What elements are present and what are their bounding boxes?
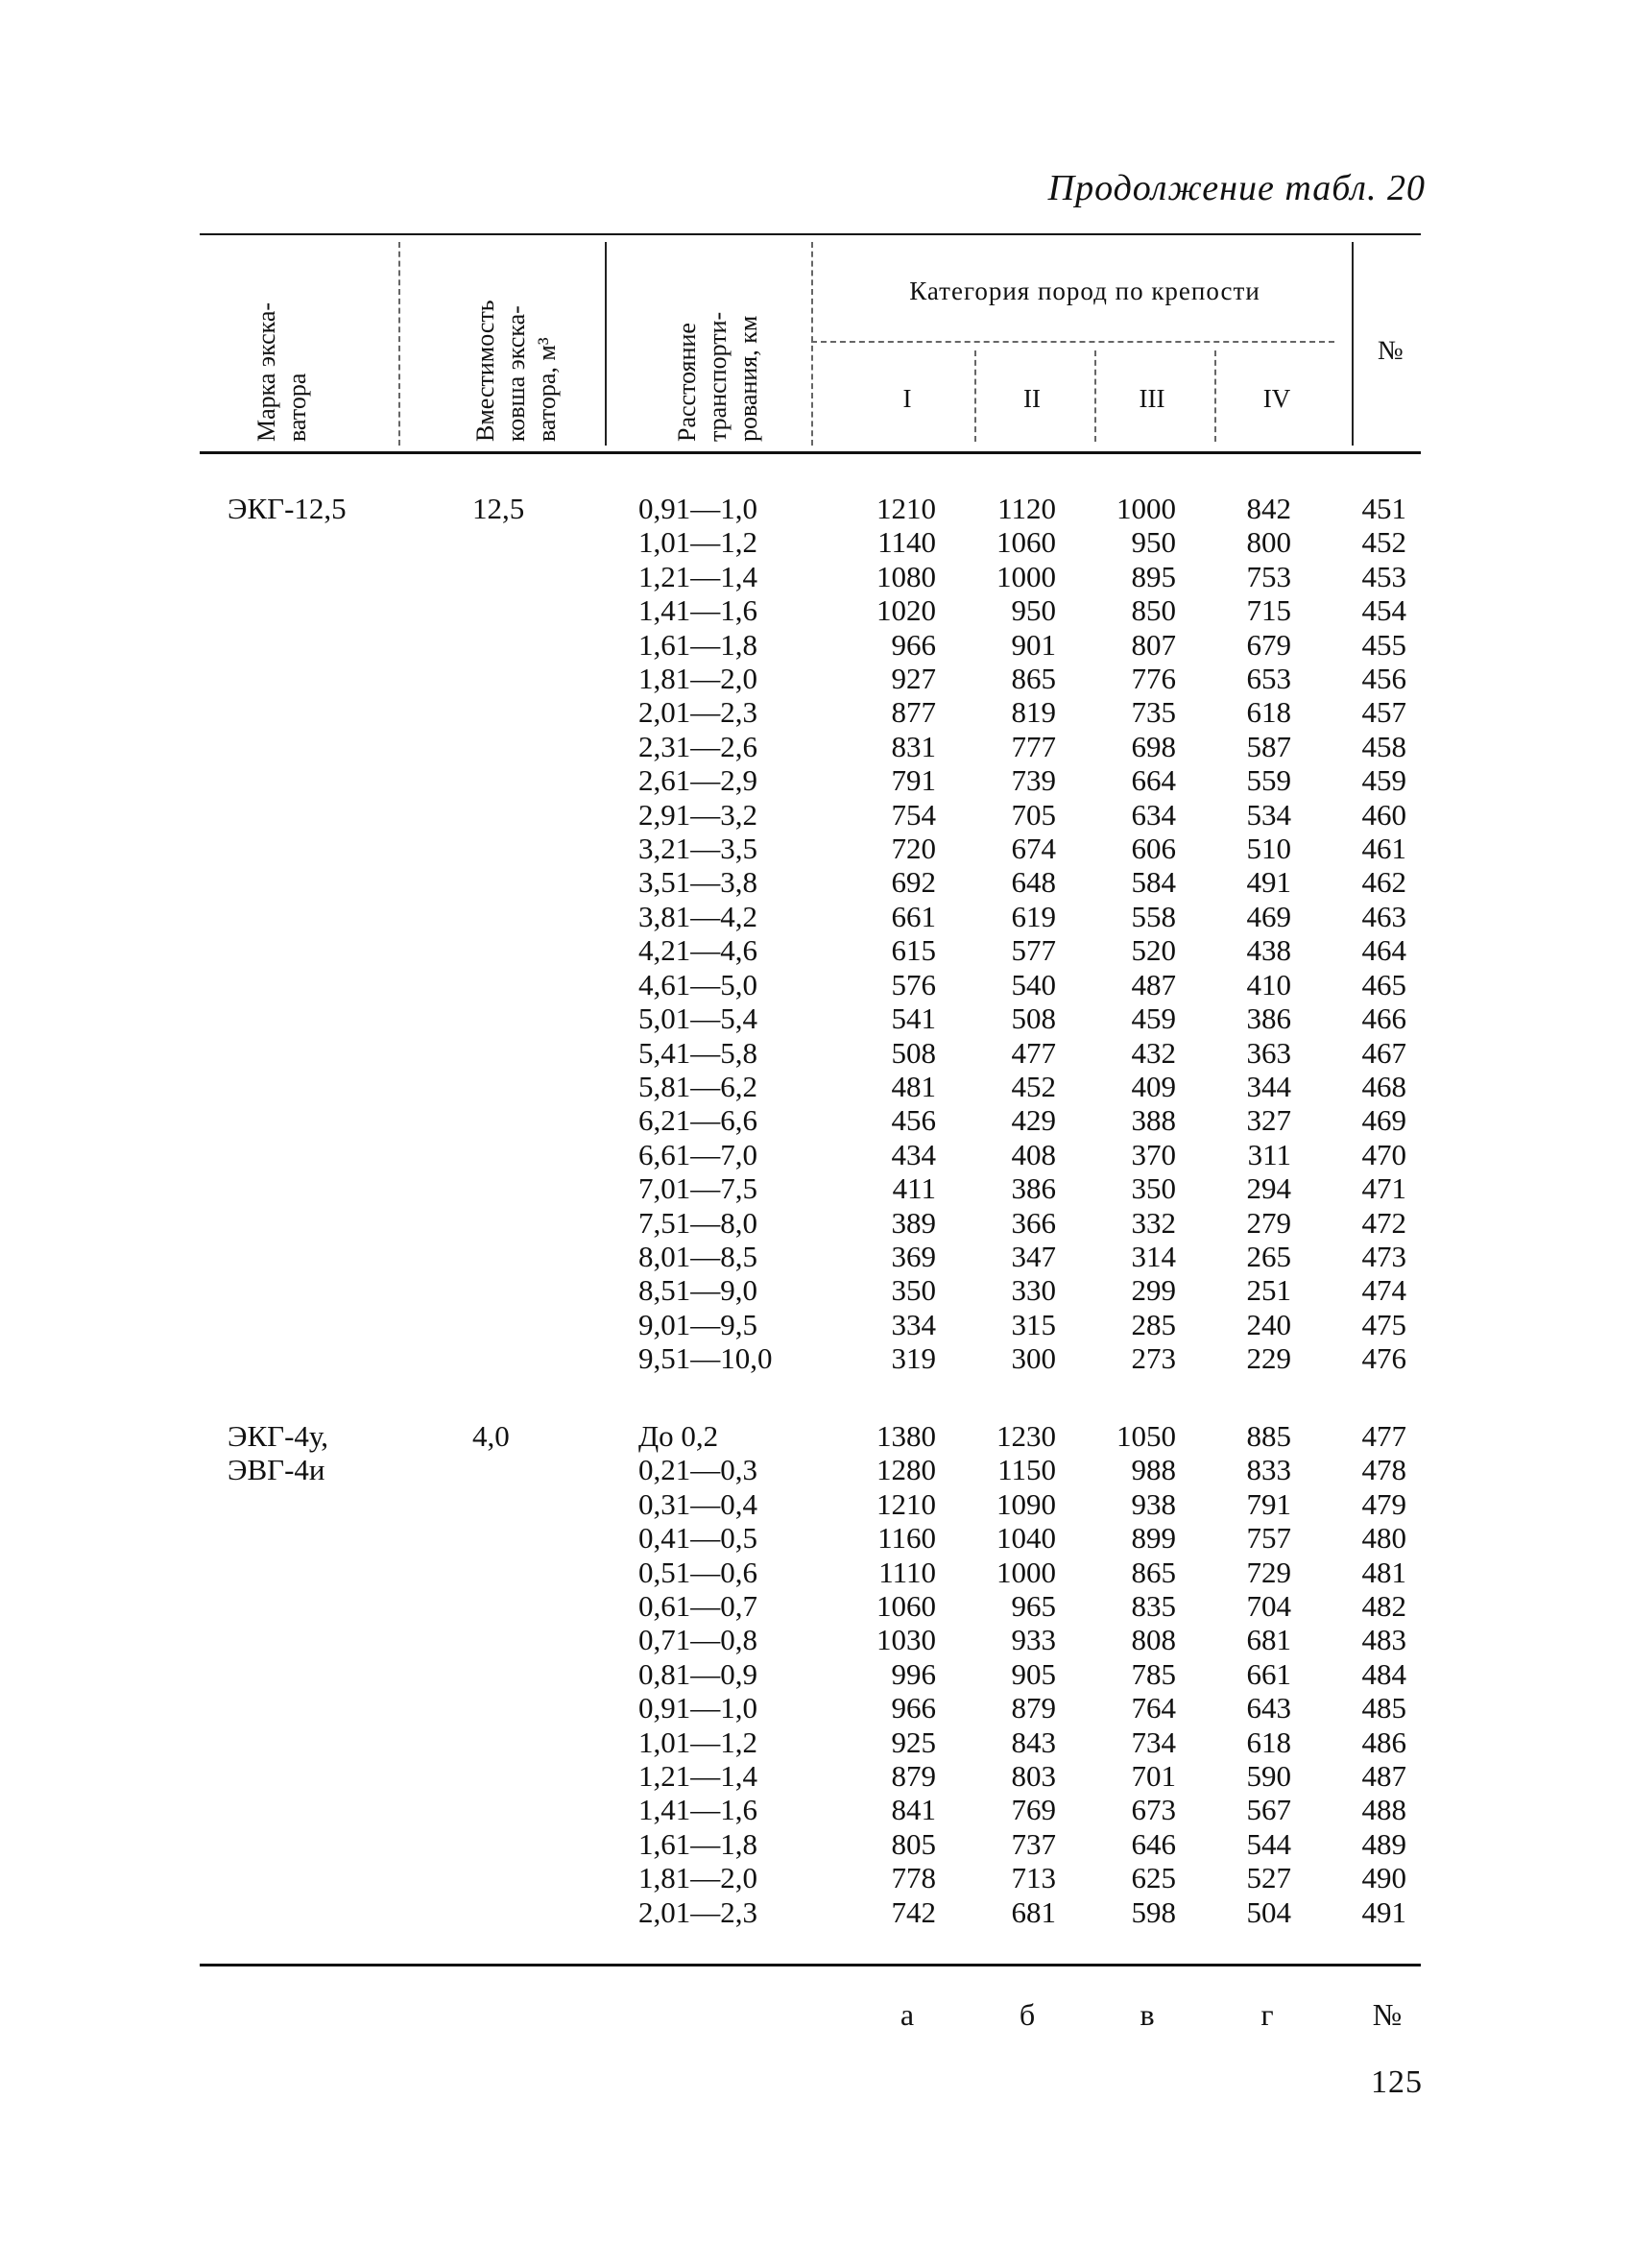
cat-III-cell: 646 — [1131, 1826, 1176, 1861]
cat-I-cell: 1020 — [876, 593, 936, 628]
cat-I-cell: 334 — [891, 1307, 936, 1341]
cat-IV-cell: 791 — [1246, 1486, 1291, 1521]
distance-cell: 1,81—2,0 — [638, 662, 757, 696]
header-separator — [398, 242, 400, 446]
cat-IV-cell: 386 — [1246, 1001, 1291, 1036]
cat-I-cell: 389 — [891, 1205, 936, 1240]
cat-III-cell: 584 — [1131, 865, 1176, 900]
number-cell: 491 — [1361, 1894, 1406, 1929]
model-cell — [228, 492, 347, 525]
continuation-title: Продолжение табл. 20 — [1047, 168, 1426, 208]
cat-IV-cell: 661 — [1246, 1656, 1291, 1691]
cat-II-cell: 1040 — [996, 1521, 1056, 1556]
cat-III-cell: 558 — [1131, 899, 1176, 933]
cat-I-cell: 841 — [891, 1793, 936, 1827]
cat-III-cell: 598 — [1131, 1894, 1176, 1929]
cat-IV-cell: 715 — [1246, 593, 1291, 628]
cat-II-cell: 577 — [1011, 933, 1056, 968]
number-cell: 467 — [1361, 1035, 1406, 1070]
distance-cell: 2,61—2,9 — [638, 763, 757, 798]
cat-II-cell: 803 — [1011, 1759, 1056, 1794]
cat-III-cell: 1050 — [1116, 1419, 1176, 1453]
cat-III-cell: 850 — [1131, 593, 1176, 628]
model-line: ЭВГ-4и — [228, 1453, 325, 1487]
header-bottom-rule — [200, 451, 1421, 454]
cat-IV-column — [1186, 1419, 1291, 1929]
cat-III-cell: 606 — [1131, 832, 1176, 866]
cat-III-cell: 735 — [1131, 695, 1176, 730]
number-cell: 487 — [1361, 1759, 1406, 1794]
cat-I-cell: 456 — [891, 1103, 936, 1138]
number-cell: 464 — [1361, 933, 1406, 968]
cat-I-cell: 692 — [891, 865, 936, 900]
distance-cell: 0,91—1,0 — [638, 492, 757, 525]
distance-cell: 5,01—5,4 — [638, 1001, 757, 1036]
category-I-header: I — [902, 384, 912, 413]
number-cell: 481 — [1361, 1555, 1406, 1589]
cat-I-cell: 350 — [891, 1273, 936, 1308]
category-II-header: II — [1023, 384, 1041, 413]
model-cell — [228, 1419, 328, 1487]
cat-I-cell: 576 — [891, 967, 936, 1001]
cat-I-cell: 877 — [891, 695, 936, 730]
cat-IV-cell: 885 — [1246, 1419, 1291, 1453]
cat-III-cell: 734 — [1131, 1725, 1176, 1759]
model-line: ЭКГ-12,5 — [228, 492, 347, 525]
number-cell: 476 — [1361, 1341, 1406, 1376]
cat-I-cell: 778 — [891, 1861, 936, 1895]
cat-II-cell: 705 — [1011, 797, 1056, 832]
number-cell: 459 — [1361, 763, 1406, 798]
number-cell: 483 — [1361, 1623, 1406, 1657]
footer-letter: б — [1019, 1997, 1036, 2032]
cat-III-cell: 808 — [1131, 1623, 1176, 1657]
cat-II-cell: 1060 — [996, 525, 1056, 560]
number-cell: 471 — [1361, 1171, 1406, 1206]
cat-I-cell: 541 — [891, 1001, 936, 1036]
distance-cell: 2,91—3,2 — [638, 797, 757, 832]
distance-cell: 0,21—0,3 — [638, 1453, 757, 1487]
distance-cell: 2,01—2,3 — [638, 1894, 757, 1929]
cat-II-cell: 648 — [1011, 865, 1056, 900]
cat-IV-cell: 753 — [1246, 559, 1291, 593]
distance-column — [638, 492, 802, 1376]
cat-II-cell: 901 — [1011, 627, 1056, 662]
cat-IV-cell: 618 — [1246, 1725, 1291, 1759]
distance-cell: 0,71—0,8 — [638, 1623, 757, 1657]
cat-III-cell: 938 — [1131, 1486, 1176, 1521]
distance-cell: 5,41—5,8 — [638, 1035, 757, 1070]
category-separator — [974, 350, 976, 442]
cat-II-cell: 429 — [1011, 1103, 1056, 1138]
cat-II-cell: 965 — [1011, 1589, 1056, 1624]
cat-IV-cell: 527 — [1246, 1861, 1291, 1895]
number-cell: 462 — [1361, 865, 1406, 900]
cat-II-cell: 777 — [1011, 729, 1056, 763]
distance-cell: 1,01—1,2 — [638, 525, 757, 560]
number-cell: 474 — [1361, 1273, 1406, 1308]
cat-I-cell: 1210 — [876, 492, 936, 525]
cat-I-cell: 791 — [891, 763, 936, 798]
category-rule — [811, 341, 1334, 343]
cat-II-cell: 619 — [1011, 899, 1056, 933]
cat-II-cell: 508 — [1011, 1001, 1056, 1036]
number-cell: 479 — [1361, 1486, 1406, 1521]
number-cell: 477 — [1361, 1419, 1406, 1453]
distance-cell: 2,01—2,3 — [638, 695, 757, 730]
cat-III-cell: 432 — [1131, 1035, 1176, 1070]
capacity-cell: 4,0 — [472, 1419, 510, 1453]
cat-IV-cell: 729 — [1246, 1555, 1291, 1589]
number-cell: 454 — [1361, 593, 1406, 628]
distance-cell: 1,61—1,8 — [638, 1826, 757, 1861]
header-separator — [605, 242, 607, 446]
cat-IV-cell: 510 — [1246, 832, 1291, 866]
number-header: № — [1378, 336, 1404, 366]
distance-cell: 9,51—10,0 — [638, 1341, 773, 1376]
cat-IV-cell: 251 — [1246, 1273, 1291, 1308]
cat-IV-cell: 240 — [1246, 1307, 1291, 1341]
number-cell: 457 — [1361, 695, 1406, 730]
cat-I-cell: 661 — [891, 899, 936, 933]
cat-II-column — [946, 492, 1056, 1376]
cat-II-cell: 1120 — [997, 492, 1056, 525]
distance-cell: 3,81—4,2 — [638, 899, 757, 933]
number-cell: 472 — [1361, 1205, 1406, 1240]
cat-I-cell: 1080 — [876, 559, 936, 593]
cat-III-cell: 273 — [1131, 1341, 1176, 1376]
distance-cell: 8,01—8,5 — [638, 1239, 757, 1273]
page-number: 125 — [1371, 2064, 1423, 2100]
distance-cell: 2,31—2,6 — [638, 729, 757, 763]
cat-IV-cell: 491 — [1246, 865, 1291, 900]
cat-II-cell: 843 — [1011, 1725, 1056, 1759]
category-separator — [1214, 350, 1216, 442]
cat-IV-cell: 438 — [1246, 933, 1291, 968]
distance-cell: 1,61—1,8 — [638, 627, 757, 662]
number-cell: 465 — [1361, 967, 1406, 1001]
cat-II-column — [946, 1419, 1056, 1929]
cat-II-cell: 737 — [1011, 1826, 1056, 1861]
cat-IV-cell: 842 — [1246, 492, 1291, 525]
cat-III-cell: 664 — [1131, 763, 1176, 798]
capacity-cell: 12,5 — [472, 492, 525, 525]
cat-II-cell: 933 — [1011, 1623, 1056, 1657]
cat-II-cell: 1000 — [996, 559, 1056, 593]
cat-III-cell: 950 — [1131, 525, 1176, 560]
cat-IV-cell: 559 — [1246, 763, 1291, 798]
number-column — [1330, 1419, 1406, 1929]
cat-III-cell: 285 — [1131, 1307, 1176, 1341]
cat-III-cell: 698 — [1131, 729, 1176, 763]
header-separator — [1352, 242, 1354, 446]
number-cell: 468 — [1361, 1069, 1406, 1103]
cat-IV-cell: 363 — [1246, 1035, 1291, 1070]
cat-IV-cell: 504 — [1246, 1894, 1291, 1929]
cat-III-cell: 459 — [1131, 1001, 1176, 1036]
distance-cell: 0,91—1,0 — [638, 1691, 757, 1725]
cat-IV-cell: 534 — [1246, 797, 1291, 832]
cat-IV-cell: 681 — [1246, 1623, 1291, 1657]
cat-III-column — [1066, 492, 1176, 1376]
cat-III-cell: 835 — [1131, 1589, 1176, 1624]
cat-III-column — [1066, 1419, 1176, 1929]
cat-III-cell: 865 — [1131, 1555, 1176, 1589]
number-cell: 469 — [1361, 1103, 1406, 1138]
distance-cell: 0,51—0,6 — [638, 1555, 757, 1589]
cat-I-cell: 1110 — [878, 1555, 936, 1589]
distance-cell: 0,41—0,5 — [638, 1521, 757, 1556]
cat-II-cell: 477 — [1011, 1035, 1056, 1070]
number-cell: 489 — [1361, 1826, 1406, 1861]
number-cell: 466 — [1361, 1001, 1406, 1036]
cat-III-cell: 785 — [1131, 1656, 1176, 1691]
category-IV-header: IV — [1262, 384, 1291, 413]
distance-cell: 9,01—9,5 — [638, 1307, 757, 1341]
cat-I-cell: 508 — [891, 1035, 936, 1070]
cat-IV-cell: 653 — [1246, 662, 1291, 696]
distance-cell: 1,21—1,4 — [638, 1759, 757, 1794]
cat-I-cell: 1160 — [877, 1521, 936, 1556]
cat-II-cell: 1150 — [997, 1453, 1056, 1487]
cat-I-column — [826, 1419, 936, 1929]
distance-cell: 1,41—1,6 — [638, 593, 757, 628]
distance-cell: 4,61—5,0 — [638, 967, 757, 1001]
cat-I-cell: 927 — [891, 662, 936, 696]
number-cell: 460 — [1361, 797, 1406, 832]
distance-cell: До 0,2 — [638, 1419, 719, 1453]
cat-III-cell: 370 — [1131, 1137, 1176, 1171]
number-cell: 455 — [1361, 627, 1406, 662]
number-cell: 485 — [1361, 1691, 1406, 1725]
cat-II-cell: 408 — [1011, 1137, 1056, 1171]
cat-IV-column — [1186, 492, 1291, 1376]
number-cell: 473 — [1361, 1239, 1406, 1273]
category-header: Категория пород по крепости — [909, 277, 1260, 305]
cat-III-cell: 299 — [1131, 1273, 1176, 1308]
cat-II-cell: 315 — [1011, 1307, 1056, 1341]
distance-cell: 7,51—8,0 — [638, 1205, 757, 1240]
cat-I-cell: 742 — [891, 1894, 936, 1929]
cat-III-cell: 625 — [1131, 1861, 1176, 1895]
cat-II-cell: 950 — [1011, 593, 1056, 628]
cat-II-cell: 674 — [1011, 832, 1056, 866]
cat-I-cell: 1280 — [876, 1453, 936, 1487]
cat-IV-cell: 294 — [1246, 1171, 1291, 1206]
cat-I-column — [826, 492, 936, 1376]
header-distance: Расстояние транспорти- рования, км — [673, 311, 762, 442]
cat-II-cell: 330 — [1011, 1273, 1056, 1308]
distance-cell: 5,81—6,2 — [638, 1069, 757, 1103]
cat-II-cell: 739 — [1011, 763, 1056, 798]
cat-III-cell: 895 — [1131, 559, 1176, 593]
cat-III-cell: 487 — [1131, 967, 1176, 1001]
cat-IV-cell: 229 — [1246, 1341, 1291, 1376]
cat-III-cell: 314 — [1131, 1239, 1176, 1273]
cat-II-cell: 540 — [1011, 967, 1056, 1001]
number-cell: 453 — [1361, 559, 1406, 593]
cat-I-cell: 319 — [891, 1341, 936, 1376]
number-cell: 490 — [1361, 1861, 1406, 1895]
cat-II-cell: 865 — [1011, 662, 1056, 696]
cat-I-cell: 996 — [891, 1656, 936, 1691]
cat-I-cell: 925 — [891, 1725, 936, 1759]
cat-I-cell: 805 — [891, 1826, 936, 1861]
number-cell: 480 — [1361, 1521, 1406, 1556]
cat-II-cell: 452 — [1011, 1069, 1056, 1103]
cat-III-cell: 634 — [1131, 797, 1176, 832]
cat-III-cell: 776 — [1131, 662, 1176, 696]
cat-II-cell: 1090 — [996, 1486, 1056, 1521]
cat-IV-cell: 327 — [1246, 1103, 1291, 1138]
footer-letter: а — [900, 1997, 915, 2032]
number-cell: 452 — [1361, 525, 1406, 560]
cat-II-cell: 386 — [1011, 1171, 1056, 1206]
header-separator — [811, 242, 813, 446]
distance-cell: 6,61—7,0 — [638, 1137, 757, 1171]
table-top-rule — [200, 233, 1421, 235]
cat-I-cell: 1210 — [876, 1486, 936, 1521]
cat-I-cell: 966 — [891, 1691, 936, 1725]
cat-I-cell: 1060 — [876, 1589, 936, 1624]
cat-II-cell: 347 — [1011, 1239, 1056, 1273]
cat-I-cell: 831 — [891, 729, 936, 763]
cat-III-cell: 409 — [1131, 1069, 1176, 1103]
distance-cell: 0,81—0,9 — [638, 1656, 757, 1691]
cat-II-cell: 879 — [1011, 1691, 1056, 1725]
cat-III-cell: 1000 — [1116, 492, 1176, 525]
cat-I-cell: 411 — [892, 1171, 936, 1206]
distance-cell: 3,51—3,8 — [638, 865, 757, 900]
distance-cell: 1,01—1,2 — [638, 1725, 757, 1759]
footer-letter: № — [1372, 1997, 1403, 2032]
number-cell: 486 — [1361, 1725, 1406, 1759]
cat-II-cell: 1230 — [996, 1419, 1056, 1453]
footer-letter: г — [1260, 1997, 1274, 2032]
category-separator — [1094, 350, 1096, 442]
cat-III-cell: 764 — [1131, 1691, 1176, 1725]
cat-IV-cell: 679 — [1246, 627, 1291, 662]
cat-III-cell: 899 — [1131, 1521, 1176, 1556]
cat-I-cell: 1030 — [876, 1623, 936, 1657]
number-cell: 461 — [1361, 832, 1406, 866]
distance-column — [638, 1419, 802, 1929]
cat-IV-cell: 544 — [1246, 1826, 1291, 1861]
number-cell: 458 — [1361, 729, 1406, 763]
cat-IV-cell: 643 — [1246, 1691, 1291, 1725]
distance-cell: 7,01—7,5 — [638, 1171, 757, 1206]
number-cell: 463 — [1361, 899, 1406, 933]
cat-IV-cell: 344 — [1246, 1069, 1291, 1103]
distance-cell: 1,81—2,0 — [638, 1861, 757, 1895]
cat-IV-cell: 800 — [1246, 525, 1291, 560]
number-cell: 488 — [1361, 1793, 1406, 1827]
cat-I-cell: 1380 — [876, 1419, 936, 1453]
cat-II-cell: 1000 — [996, 1555, 1056, 1589]
cat-II-cell: 300 — [1011, 1341, 1056, 1376]
cat-I-cell: 615 — [891, 933, 936, 968]
cat-II-cell: 819 — [1011, 695, 1056, 730]
cat-III-cell: 520 — [1131, 933, 1176, 968]
footer-letter: в — [1140, 1997, 1155, 2032]
cat-III-cell: 807 — [1131, 627, 1176, 662]
distance-cell: 3,21—3,5 — [638, 832, 757, 866]
number-cell: 482 — [1361, 1589, 1406, 1624]
cat-II-cell: 713 — [1011, 1861, 1056, 1895]
cat-IV-cell: 757 — [1246, 1521, 1291, 1556]
number-cell: 470 — [1361, 1137, 1406, 1171]
category-III-header: III — [1139, 384, 1165, 413]
cat-III-cell: 673 — [1131, 1793, 1176, 1827]
cat-I-cell: 1140 — [877, 525, 936, 560]
cat-II-cell: 681 — [1011, 1894, 1056, 1929]
distance-cell: 0,31—0,4 — [638, 1486, 757, 1521]
cat-IV-cell: 590 — [1246, 1759, 1291, 1794]
distance-cell: 1,41—1,6 — [638, 1793, 757, 1827]
model-line: ЭКГ-4у, — [228, 1419, 329, 1453]
cat-I-cell: 434 — [891, 1137, 936, 1171]
cat-III-cell: 701 — [1131, 1759, 1176, 1794]
number-cell: 475 — [1361, 1307, 1406, 1341]
number-cell: 451 — [1361, 492, 1406, 525]
cat-I-cell: 369 — [891, 1239, 936, 1273]
cat-I-cell: 720 — [891, 832, 936, 866]
cat-IV-cell: 833 — [1246, 1453, 1291, 1487]
cat-IV-cell: 279 — [1246, 1205, 1291, 1240]
distance-cell: 1,21—1,4 — [638, 559, 757, 593]
cat-III-cell: 350 — [1131, 1171, 1176, 1206]
cat-IV-cell: 567 — [1246, 1793, 1291, 1827]
cat-I-cell: 754 — [891, 797, 936, 832]
header-model: Марка экска- ватора — [252, 302, 311, 442]
cat-I-cell: 481 — [891, 1069, 936, 1103]
cat-IV-cell: 410 — [1246, 967, 1291, 1001]
cat-III-cell: 388 — [1131, 1103, 1176, 1138]
cat-III-cell: 988 — [1131, 1453, 1176, 1487]
number-column — [1330, 492, 1406, 1376]
distance-cell: 8,51—9,0 — [638, 1273, 757, 1308]
distance-cell: 0,61—0,7 — [638, 1589, 757, 1624]
cat-I-cell: 879 — [891, 1759, 936, 1794]
cat-II-cell: 905 — [1011, 1656, 1056, 1691]
distance-cell: 4,21—4,6 — [638, 933, 757, 968]
cat-IV-cell: 704 — [1246, 1589, 1291, 1624]
cat-II-cell: 366 — [1011, 1205, 1056, 1240]
cat-III-cell: 332 — [1131, 1205, 1176, 1240]
header-capacity: Вместимость ковша экска- ватора, м³ — [471, 300, 561, 442]
number-cell: 484 — [1361, 1656, 1406, 1691]
cat-IV-cell: 469 — [1246, 899, 1291, 933]
number-cell: 478 — [1361, 1453, 1406, 1487]
cat-II-cell: 769 — [1011, 1793, 1056, 1827]
number-cell: 456 — [1361, 662, 1406, 696]
cat-IV-cell: 587 — [1246, 729, 1291, 763]
cat-IV-cell: 311 — [1247, 1137, 1291, 1171]
distance-cell: 6,21—6,6 — [638, 1103, 757, 1138]
table-bottom-rule — [200, 1964, 1421, 1966]
cat-IV-cell: 265 — [1246, 1239, 1291, 1273]
cat-I-cell: 966 — [891, 627, 936, 662]
cat-IV-cell: 618 — [1246, 695, 1291, 730]
